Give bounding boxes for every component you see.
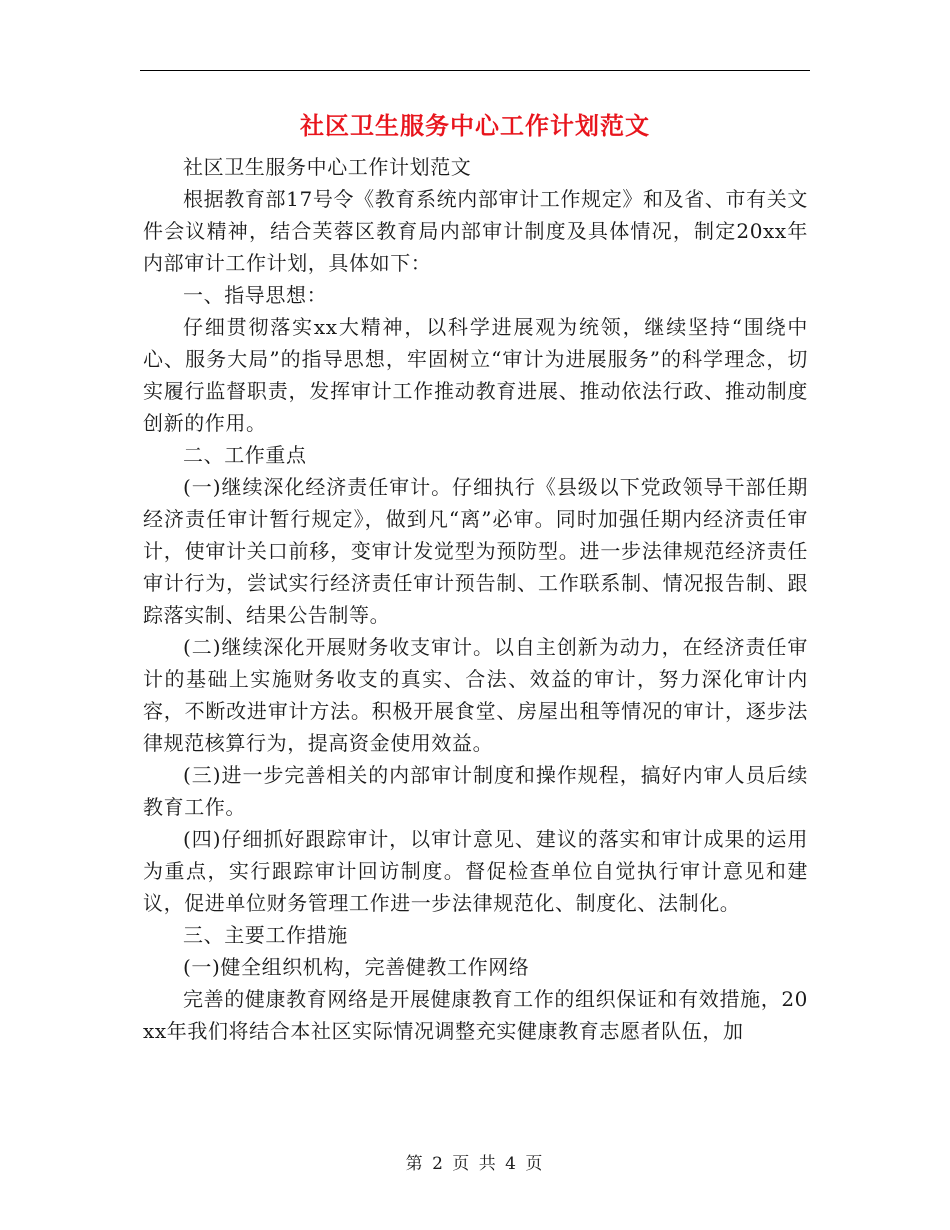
header-rule	[140, 70, 810, 71]
paragraph: (三)进一步完善相关的内部审计制度和操作规程，搞好内审人员后续教育工作。	[143, 763, 808, 819]
paragraph: 根据教育部17号令《教育系统内部审计工作规定》和及省、市有关文件会议精神，结合芙蓉区教育局内部审计制度及具体情况，制定20xx年内部审计工作计划，具体如下：	[143, 187, 808, 275]
paragraph: (四)仔细抓好跟踪审计，以审计意见、建议的落实和审计成果的运用为重点，实行跟踪审计回访制度。督促检查单位自觉执行审计意见和建议，促进单位财务管理工作进一步法律规范化、制度化、法制化。	[143, 827, 808, 915]
paragraph: (一)继续深化经济责任审计。仔细执行《县级以下党政领导干部任期经济责任审计暂行规定》，做到凡“离”必审。同时加强任期内经济责任审计，使审计关口前移，变审计发觉型为预防型。进一步法律规范经济责任审计行为，尝试实行经济责任审计预告制、工作联系制、情况报告制、跟踪落实制、结果公告制等。	[143, 475, 808, 627]
paragraph: 社区卫生服务中心工作计划范文	[183, 155, 472, 179]
page-number: 第 2 页 共 4 页	[405, 1154, 545, 1174]
document-body	[143, 151, 808, 1047]
section-heading: 二、工作重点	[183, 443, 307, 467]
section-heading: 一、指导思想：	[183, 283, 328, 307]
paragraph: 仔细贯彻落实xx大精神，以科学进展观为统领，继续坚持“围绕中心、服务大局”的指导思想，牢固树立“审计为进展服务”的科学理念，切实履行监督职责，发挥审计工作推动教育进展、推动依法行政、推动制度创新的作用。	[143, 315, 808, 435]
document-title: 社区卫生服务中心工作计划范文	[300, 111, 650, 140]
paragraph: 完善的健康教育网络是开展健康教育工作的组织保证和有效措施，20xx年我们将结合本社区实际情况调整充实健康教育志愿者队伍，加	[143, 987, 808, 1043]
section-heading: 三、主要工作措施	[183, 923, 348, 947]
paragraph: (二)继续深化开展财务收支审计。以自主创新为动力，在经济责任审计的基础上实施财务收支的真实、合法、效益的审计，努力深化审计内容，不断改进审计方法。积极开展食堂、房屋出租等情况的审计，逐步法律规范核算行为，提高资金使用效益。	[143, 635, 808, 755]
subsection-heading: (一)健全组织机构，完善健教工作网络	[183, 955, 530, 979]
